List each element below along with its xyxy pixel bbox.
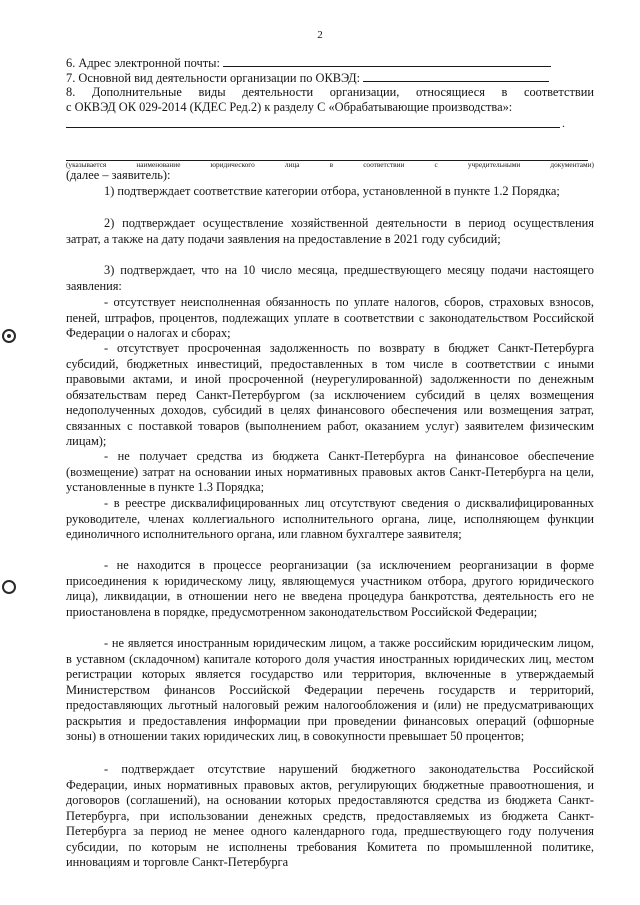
okved-extra-line-2: с ОКВЭД ОК 029-2014 (КДЕС Ред.2) к разделу С «Обрабатывающие производства»: xyxy=(66,100,513,114)
organization-name-caption: (указывается наименование юридического лица в соответствии с учредительными документами) xyxy=(66,160,594,169)
punch-hole-bottom xyxy=(2,580,16,594)
paragraph-1: 1) подтверждает соответствие категории отбора, установленной в пункте 1.2 Порядка; xyxy=(104,184,560,198)
email-label: 6. Адрес электронной почты: xyxy=(66,56,220,70)
okved-extra-line-1: 8. Дополнительные виды деятельности организации, относящиеся в соответствии xyxy=(66,85,594,99)
okved-extra-fill-line[interactable] xyxy=(66,127,560,128)
okved-main-fill-line[interactable] xyxy=(363,70,549,82)
okved-extra-end-dot: . xyxy=(562,116,565,130)
okved-main-label: 7. Основной вид деятельности организации по ОКВЭД: xyxy=(66,71,361,85)
bullet-reorganization: - не находится в процессе реорганизации (за исключением реорганизации в форме присоединения к юридическому лицу, являющемуся участником отбора, другого юридического лица), ликвидации, в отношении него не введена процедура банкротства, деятельность его не приостановлена в порядке, предусмотренном законодательством Российской Федерации; xyxy=(66,558,594,619)
bullet-taxes: - отсутствует неисполненная обязанность по уплате налогов, сборов, страховых взносов, пеней, штрафов, процентов, подлежащих уплате в соответствии с законодательством Российской Федерации о налогах и сборах; xyxy=(66,295,594,340)
punch-hole-top xyxy=(2,329,16,343)
page-number: 2 xyxy=(317,29,323,41)
applicant-label: (далее – заявитель): xyxy=(66,168,171,182)
bullet-foreign-entity: - не является иностранным юридическим лицом, а также российским юридическим лицом, в уставном (складочном) капитале которого доля участия иностранных юридических лиц, местом регистрации которых является государство или территория, включенные в утверждаемый Министерством финансов Российской Федерации перечень государств и территорий, предоставляющих льготный налоговый режим налогообложения и (или) не предусматривающих раскрытия и предоставления информации при проведении финансовых операций (офшорные зоны) в отношении таких юридических лиц, в совокупности превышает 50 процентов; xyxy=(66,636,594,743)
bullet-budget-violations: - подтверждает отсутствие нарушений бюджетного законодательства Российской Федерации, иных нормативных правовых актов, регулирующих бюджетные правоотношения, и договоров (соглашений), на основании которых предоставляются средства из бюджета Санкт-Петербурга, при использовании денежных средств, предоставляемых из бюджета Санкт-Петербурга за период не менее одного календарного года, предшествующего году получения субсидии, по которым не исполнены требования Комитета по промышленной политике, инновациям и торговле Санкт-Петербурга xyxy=(66,762,594,869)
email-fill-line[interactable] xyxy=(223,55,551,67)
bullet-budget-funds: - не получает средства из бюджета Санкт-Петербурга на финансовое обеспечение (возмещение) затрат на основании иных нормативных правовых актов Санкт-Петербурга на цели, установленные в пункте 1.3 Порядка; xyxy=(66,449,594,494)
paragraph-3: 3) подтверждает, что на 10 число месяца, предшествующего месяцу подачи настоящего заявления: xyxy=(66,263,594,293)
okved-main-row xyxy=(66,70,594,85)
email-field-row xyxy=(66,55,594,70)
bullet-debt: - отсутствует просроченная задолженность по возврату в бюджет Санкт-Петербурга субсидий, бюджетных инвестиций, предоставленных в том числе в соответствии с иными правовыми актами, и иной просроченной (неурегулированной) задолженности по денежным обязательствам перед Санкт-Петербургом (за исключением субсидий в целях возмещения недополученных доходов, субсидий в целях финансового обеспечения или возмещения затрат, связанных с поставкой товаров (выполнением работ, оказанием услуг) заявителем физическим лицам); xyxy=(66,341,594,448)
bullet-disqualified: - в реестре дисквалифицированных лиц отсутствуют сведения о дисквалифицированных руководителе, членах коллегиального исполнительного органа, лице, исполняющем функции единоличного исполнительного органа, или главном бухгалтере заявителя; xyxy=(66,496,594,541)
paragraph-2: 2) подтверждает осуществление хозяйственной деятельности в период осуществления затрат, а также на дату подачи заявления на предоставление в 2021 году субсидий; xyxy=(66,216,594,246)
